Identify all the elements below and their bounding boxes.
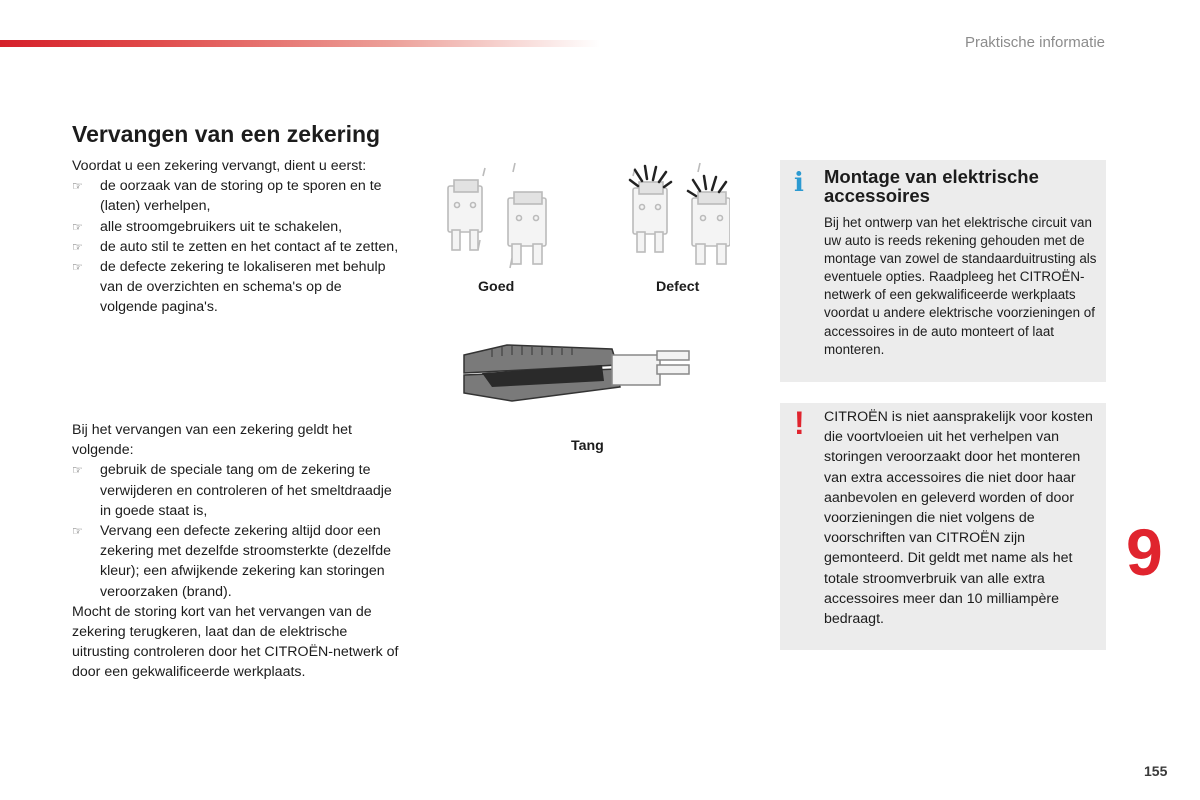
list-item: ☞ de defecte zekering te lokaliseren met behulp van de overzichten en schema's op de volgende pagina's.	[72, 259, 386, 316]
page-title: Vervangen van een zekering	[72, 121, 381, 147]
tongs-label: Tang	[571, 438, 604, 454]
procedure-intro: Bij het vervangen van een zekering geldt het volgende:	[72, 422, 352, 459]
info-icon: i	[794, 168, 804, 198]
defect-fuse-icon	[633, 168, 667, 252]
defect-fuse-icon	[692, 163, 730, 264]
fuse-illustration	[440, 158, 730, 273]
chapter-number: 9	[1126, 515, 1163, 589]
list-item: ☞ alle stroomgebruikers uit te schakelen,	[72, 217, 402, 237]
list-item: ☞ Vervang een defecte zekering altijd door een zekering met dezelfde stroomsterkte (dezelfde kleur); een afwijkende zekering kan storingen veroorzaken (brand).	[72, 523, 391, 600]
intro-block	[72, 156, 402, 318]
hand-pointer-icon: ☞	[72, 179, 83, 194]
page-number: 155	[1144, 763, 1168, 779]
list-item: ☞ gebruik de speciale tang om de zekering te verwijderen en controleren of het smeltdraadje in goede staat is,	[72, 462, 392, 519]
good-fuse-icon	[508, 163, 546, 268]
warning-icon: !	[794, 405, 805, 441]
hand-pointer-icon: ☞	[72, 260, 83, 275]
list-item: ☞ de auto stil te zetten en het contact af te zetten,	[72, 237, 402, 257]
fuse-tongs-icon	[452, 335, 702, 410]
list-item: ☞ de oorzaak van de storing op te sporen en te (laten) verhelpen,	[72, 178, 382, 215]
procedure-outro: Mocht de storing kort van het vervangen van de zekering terugkeren, laat dan de elektrische uitrusting controleren door het CITROËN-netwerk of door een gekwalificeerde werkplaats.	[72, 603, 399, 681]
info-box	[780, 160, 1106, 382]
warning-box-text: CITROËN is niet aansprakelijk voor kosten die voortvloeien uit het verhelpen van storingen veroorzaakt door het monteren van extra accessoires die niet door haar aanbevolen en geleverd worden of door voorzieningen die niet volgens de voorschriften van CITROËN zijn gemonteerd. Dit geldt met name als het totale stroomverbruik van alle extra accessoires meer dan 10 milliampère bedraagt.	[824, 409, 1093, 628]
info-box-title: Montage van elektrische accessoires	[824, 166, 1039, 206]
warning-box	[780, 403, 1106, 650]
intro-text: Voordat u een zekering vervangt, dient u eerst:	[72, 158, 367, 174]
procedure-block	[72, 420, 402, 683]
good-fuse-icon	[448, 168, 485, 250]
info-box-text: Bij het ontwerp van het elektrische circuit van uw auto is reeds rekening gehouden met de montage van zowel de standaarduitrusting als eventuele opties. Raadpleeg het CITROËN-netwerk of een gekwalificeerde werkplaats voordat u andere elektrische voorzieningen of accessoires in de auto monteert of laat monteren.	[824, 215, 1097, 357]
section-title: Praktische informatie	[964, 34, 1105, 51]
bullet-list	[72, 460, 402, 601]
hand-pointer-icon: ☞	[72, 239, 83, 254]
bullet-list	[72, 176, 402, 317]
hand-pointer-icon: ☞	[72, 524, 83, 539]
header-accent-bar	[0, 40, 600, 47]
defect-label: Defect	[656, 279, 700, 295]
hand-pointer-icon: ☞	[72, 463, 83, 478]
hand-pointer-icon: ☞	[72, 219, 83, 234]
good-label: Goed	[478, 279, 515, 295]
